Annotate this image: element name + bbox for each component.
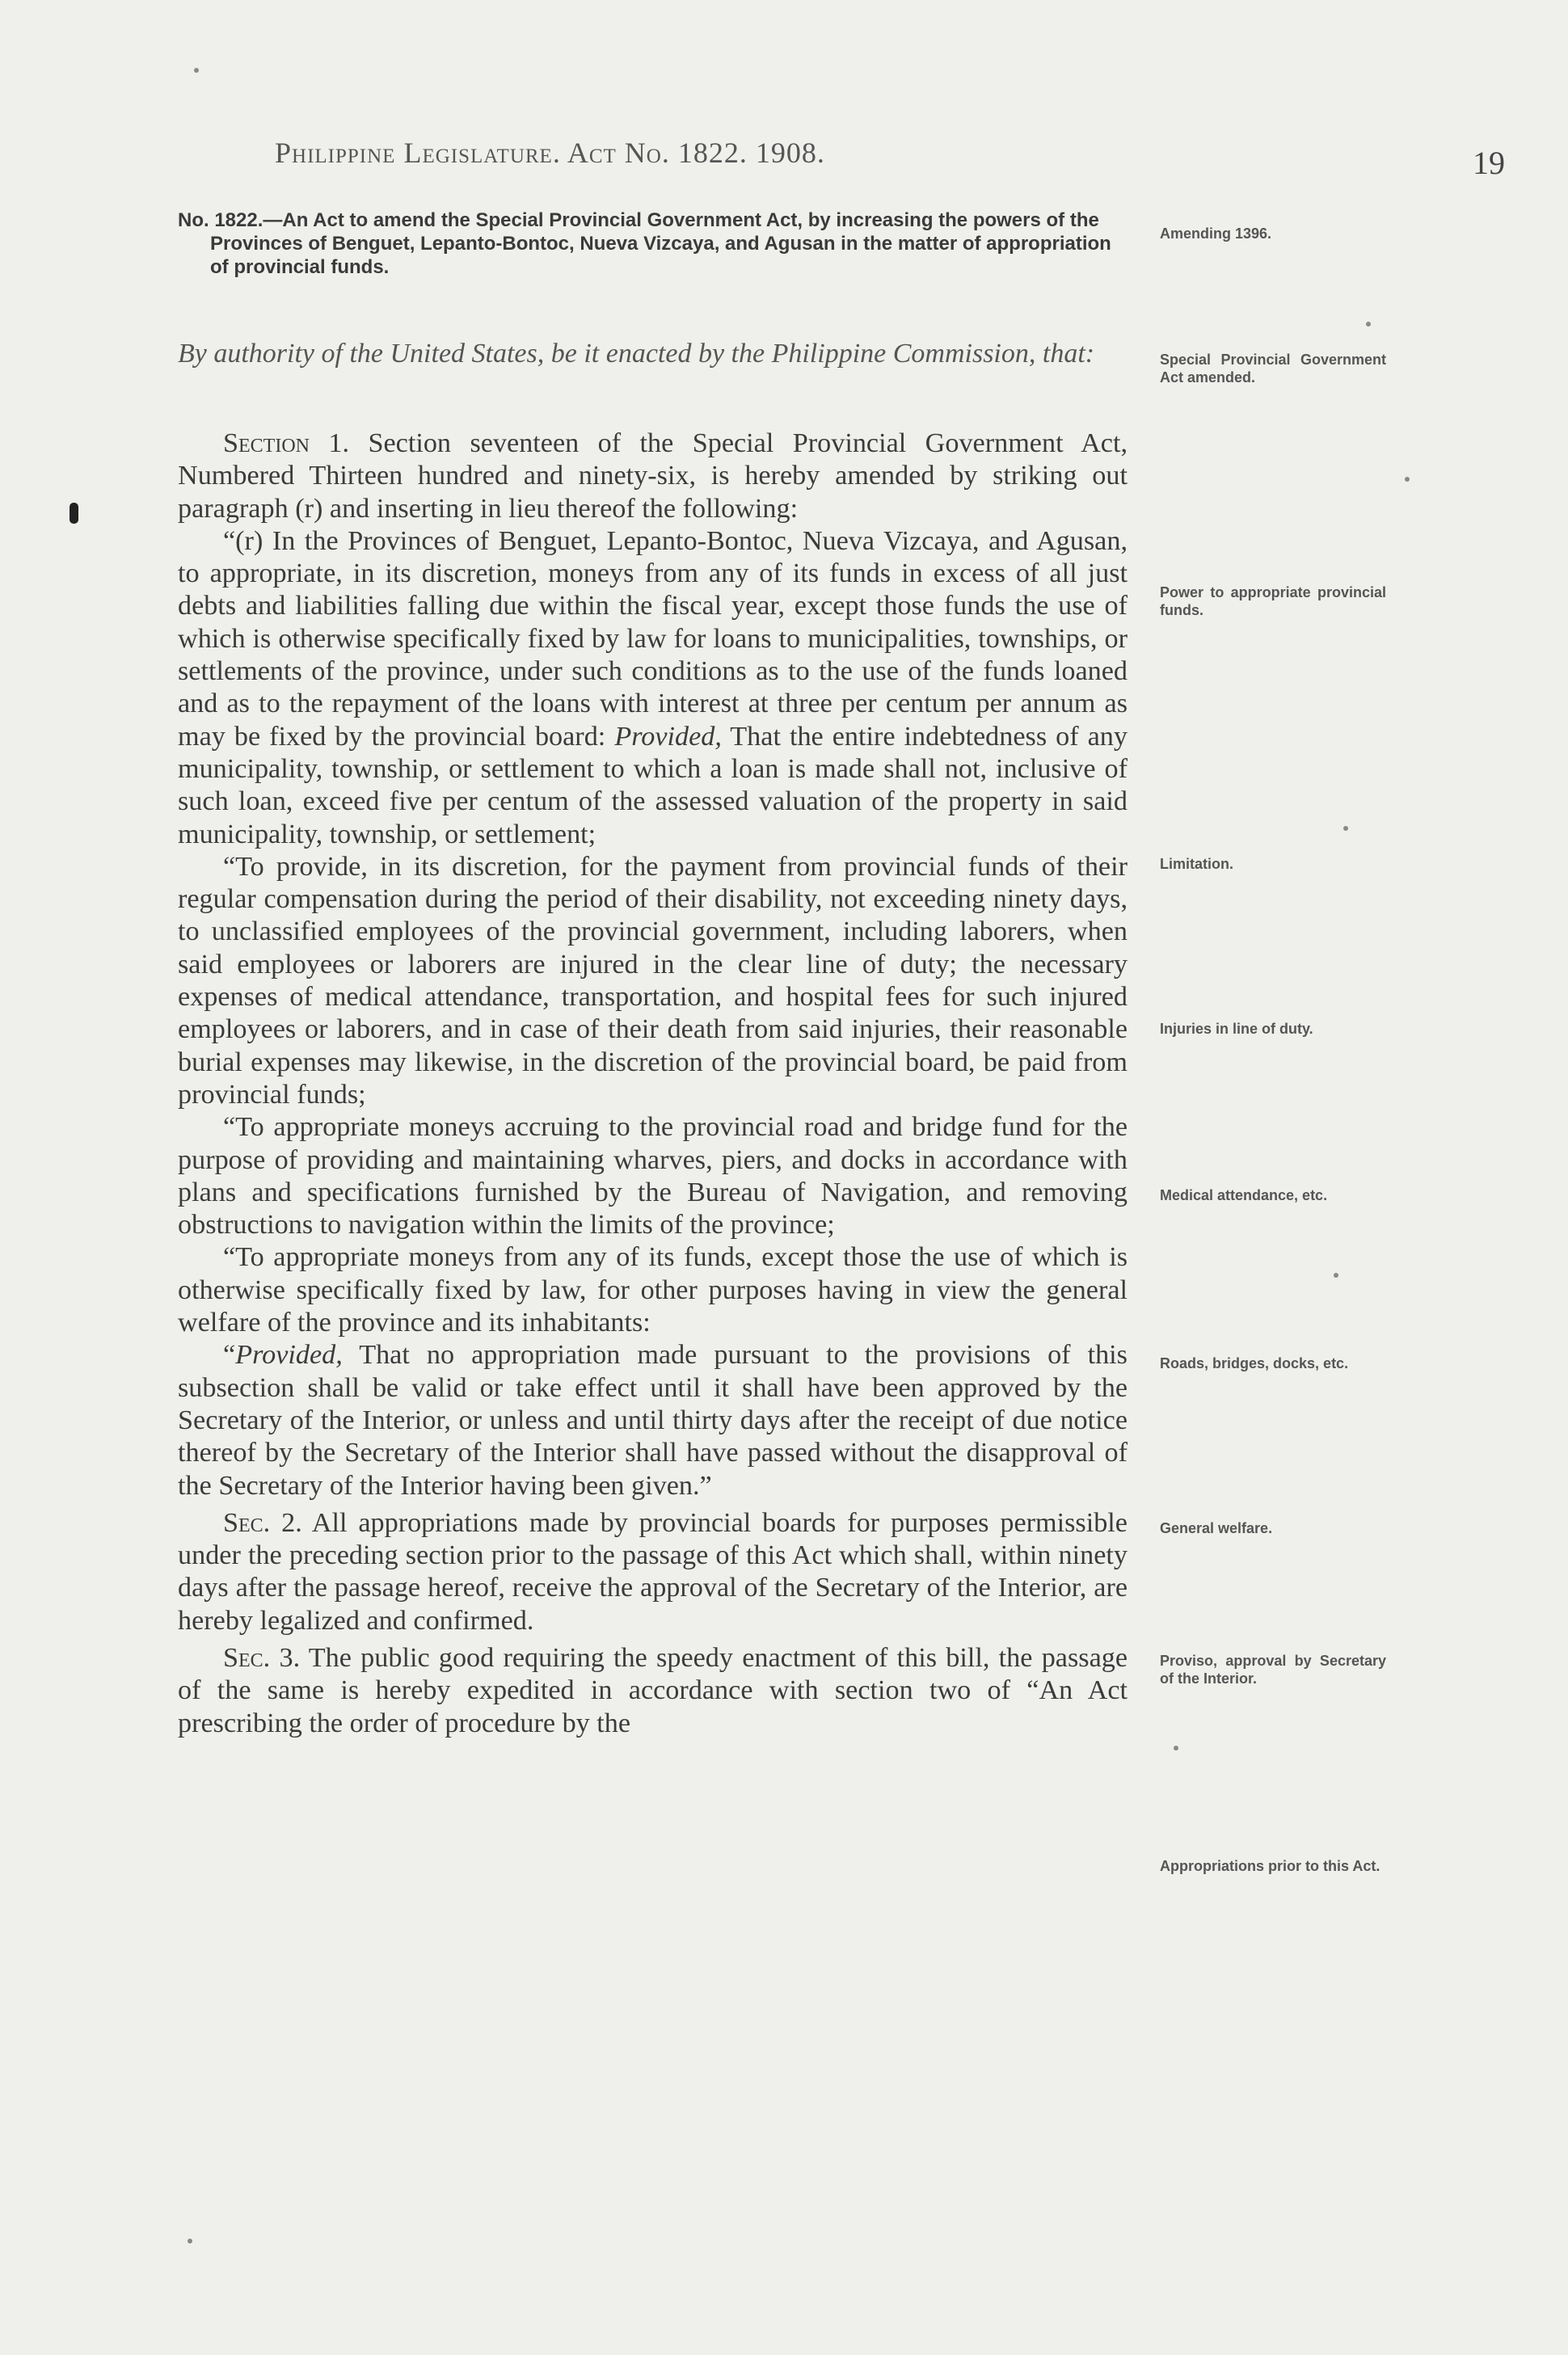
page-speck — [1174, 1746, 1178, 1750]
paragraph-injuries: “To provide, in its discretion, for the payment from provincial funds of their regular compensation during the period of their disability, not exceeding ninety days, to unclassified employees of the provincial government, including laborers, when said employees or laborers are injured in the clear line of duty; the necessary expenses of medical attendance, transportation, and hospital fees for such injured employees or laborers, and in case of their death from said injuries, their reasonable burial expenses may likewise, in the discretion of the provincial board, be paid from provincial funds; — [178, 851, 1128, 1110]
section-1-label: Section 1. — [223, 428, 350, 458]
margin-note-medical: Medical attendance, etc. — [1160, 1187, 1328, 1203]
margin-note-appropriations: Appropriations prior to this Act. — [1160, 1858, 1380, 1874]
running-head: Philippine Legislature. Act No. 1822. 1908. — [275, 137, 825, 169]
provided-label: Provided, — [235, 1340, 343, 1371]
act-title — [178, 209, 1132, 279]
section-2: Sec. 2. All appropriations made by provincial boards for purposes permissible under the preceding section prior to the passage of this Act which shall, within ninety days after the passage hereof, receive the approval of the Secretary of the Interior, are hereby legalized and confirmed. — [178, 1507, 1128, 1636]
margin-note-special-act: Special Provincial Government Act amended. — [1160, 352, 1386, 385]
page-speck — [188, 2239, 192, 2243]
section-3-label: Sec. 3. — [223, 1642, 301, 1673]
provided-label: Provided, — [614, 721, 722, 752]
margin-note-amending: Amending 1396. — [1160, 225, 1272, 242]
margin-note-welfare: General welfare. — [1160, 1520, 1273, 1536]
page-speck — [1343, 826, 1348, 831]
margin-note-injuries: Injuries in line of duty. — [1160, 1021, 1313, 1037]
page-speck — [1366, 322, 1371, 326]
page-speck — [194, 68, 199, 73]
margin-note-power: Power to appropriate provincial funds. — [1160, 584, 1386, 618]
paragraph-r: “(r) In the Provinces of Benguet, Lepanto-Bontoc, Nueva Vizcaya, and Agusan, to appropriate, in its discretion, moneys from any of its funds in excess of all just debts and liabilities falling due within the fiscal year, except those funds the use of which is otherwise specifically fixed by law for loans to municipalities, townships, or settlements of the province, under such conditions as to the use of the funds loaned and as to the repayment of the loans with interest at three per centum per annum as may be fixed by the provincial board: Provided, That the entire indebtedness of any municipality, township, or settlement to which a loan is made shall not, inclusive of such loan, exceed five per centum of the assessed valuation of the property in said municipality, township, or settlement; — [178, 525, 1128, 849]
act-body — [178, 424, 1128, 1740]
margin-note-limitation: Limitation. — [1160, 856, 1233, 872]
margin-note-proviso: Proviso, approval by Secretary of the Interior. — [1160, 1653, 1386, 1687]
section-1-text: Section seventeen of the Special Provincial Government Act, Numbered Thirteen hundred and ninety-six, is hereby amended by striking out paragraph (r) and inserting in lieu thereof the following: — [178, 428, 1128, 524]
paragraph-welfare: “To appropriate moneys from any of its funds, except those the use of which is otherwise specifically fixed by law, for other purposes having in view the general welfare of the province and its inhabitants: — [178, 1242, 1128, 1338]
page-speck — [1405, 477, 1410, 482]
section-1 — [178, 428, 1128, 525]
page-number: 19 — [1473, 145, 1505, 181]
paragraph-roads: “To appropriate moneys accruing to the provincial road and bridge fund for the purpose of providing and maintaining wharves, piers, and docks in accordance with plans and specifications furnished by the Bureau of Navigation, and removing obstructions to navigation within the limits of the province; — [178, 1112, 1128, 1241]
page-blemish — [70, 503, 78, 524]
enacting-clause: By authority of the United States, be it enacted by the Philippine Commission, that: — [178, 339, 1095, 369]
margin-note-roads: Roads, bridges, docks, etc. — [1160, 1355, 1349, 1371]
section-2-label: Sec. 2. — [223, 1507, 302, 1538]
paragraph-proviso: “Provided, That no appropriation made pursuant to the provisions of this subsection shall be valid or take effect until it shall have been approved by the Secretary of the Interior, or unless and until thirty days after the receipt of due notice thereof by the Secretary of the Interior shall have passed without the disapproval of the Secretary of the Interior having been given.” — [178, 1340, 1128, 1501]
section-3: Sec. 3. The public good requiring the speedy enactment of this bill, the passage of the same is hereby expedited in accordance with section two of “An Act prescribing the order of procedure by the — [178, 1642, 1128, 1738]
page-speck — [1334, 1273, 1338, 1278]
act-title-text: No. 1822.—An Act to amend the Special Provincial Government Act, by increasing the powers of the Provinces of Benguet, Lepanto-Bontoc, Nueva Vizcaya, and Agusan in the matter of appropriation of provincial funds. — [178, 209, 1111, 278]
